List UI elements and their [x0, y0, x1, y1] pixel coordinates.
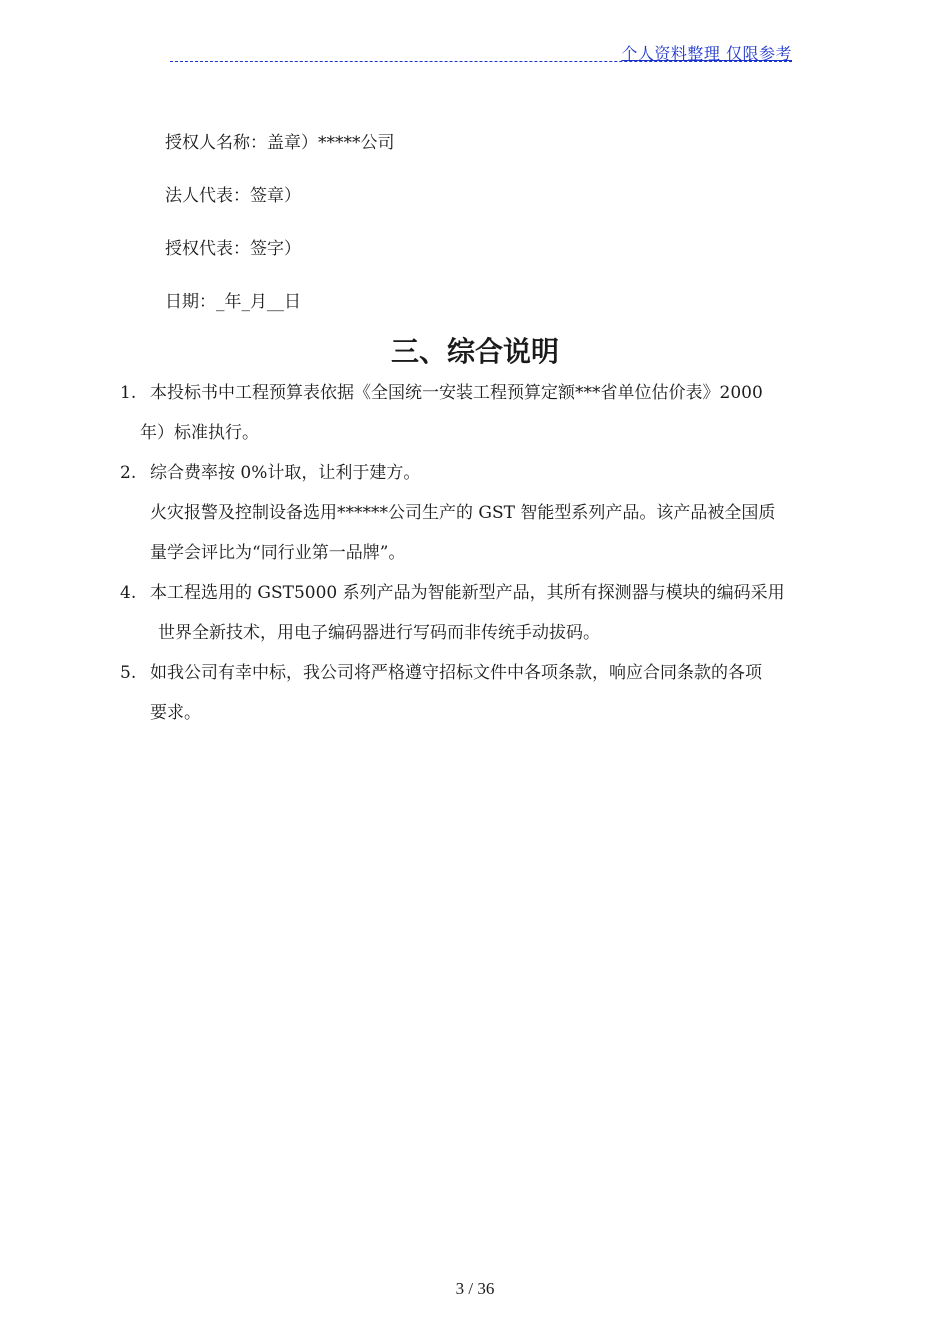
item-text: 如我公司有幸中标，我公司将严格遵守招标文件中各项条款，响应合同条款的各项: [150, 663, 762, 683]
list-item-2: [120, 458, 850, 483]
page-number: 3 / 36: [455, 1279, 495, 1298]
date-line: 日期：_年_月__日: [165, 292, 301, 312]
item-number: 1.: [120, 383, 137, 403]
item-1-continuation: 年）标准执行。: [140, 423, 259, 443]
section-title: 三、综合说明: [390, 335, 559, 368]
list-item-1: [120, 378, 850, 403]
item-3-continuation: 量学会评比为“同行业第一品牌”。: [150, 543, 406, 563]
item-text: 综合费率按 0%计取，让利于建方。: [150, 463, 421, 483]
item-number: 4.: [120, 583, 137, 603]
authorizer-line: 授权人名称：盖章）*****公司: [165, 133, 395, 153]
item-5-continuation: 要求。: [150, 703, 201, 723]
item-number: 2.: [120, 463, 137, 483]
item-text: 本工程选用的 GST5000 系列产品为智能新型产品，其所有探测器与模块的编码采用: [150, 583, 785, 603]
list-item-3: 火灾报警及控制设备选用******公司生产的 GST 智能型系列产品。该产品被全国质: [150, 503, 776, 523]
item-text: 本投标书中工程预算表依据《全国统一安装工程预算定额***省单位估价表》2000: [150, 383, 763, 403]
item-4-continuation: 世界全新技术，用电子编码器进行写码而非传统手动拔码。: [158, 623, 600, 643]
header-note: 个人资料整理 仅限参考: [621, 44, 792, 63]
item-number: 5.: [120, 663, 137, 683]
auth-rep-line: 授权代表：签字）: [165, 239, 301, 259]
list-item-5: [120, 658, 850, 683]
legal-rep-line: 法人代表：签章）: [165, 186, 301, 206]
list-item-4: [120, 578, 850, 603]
